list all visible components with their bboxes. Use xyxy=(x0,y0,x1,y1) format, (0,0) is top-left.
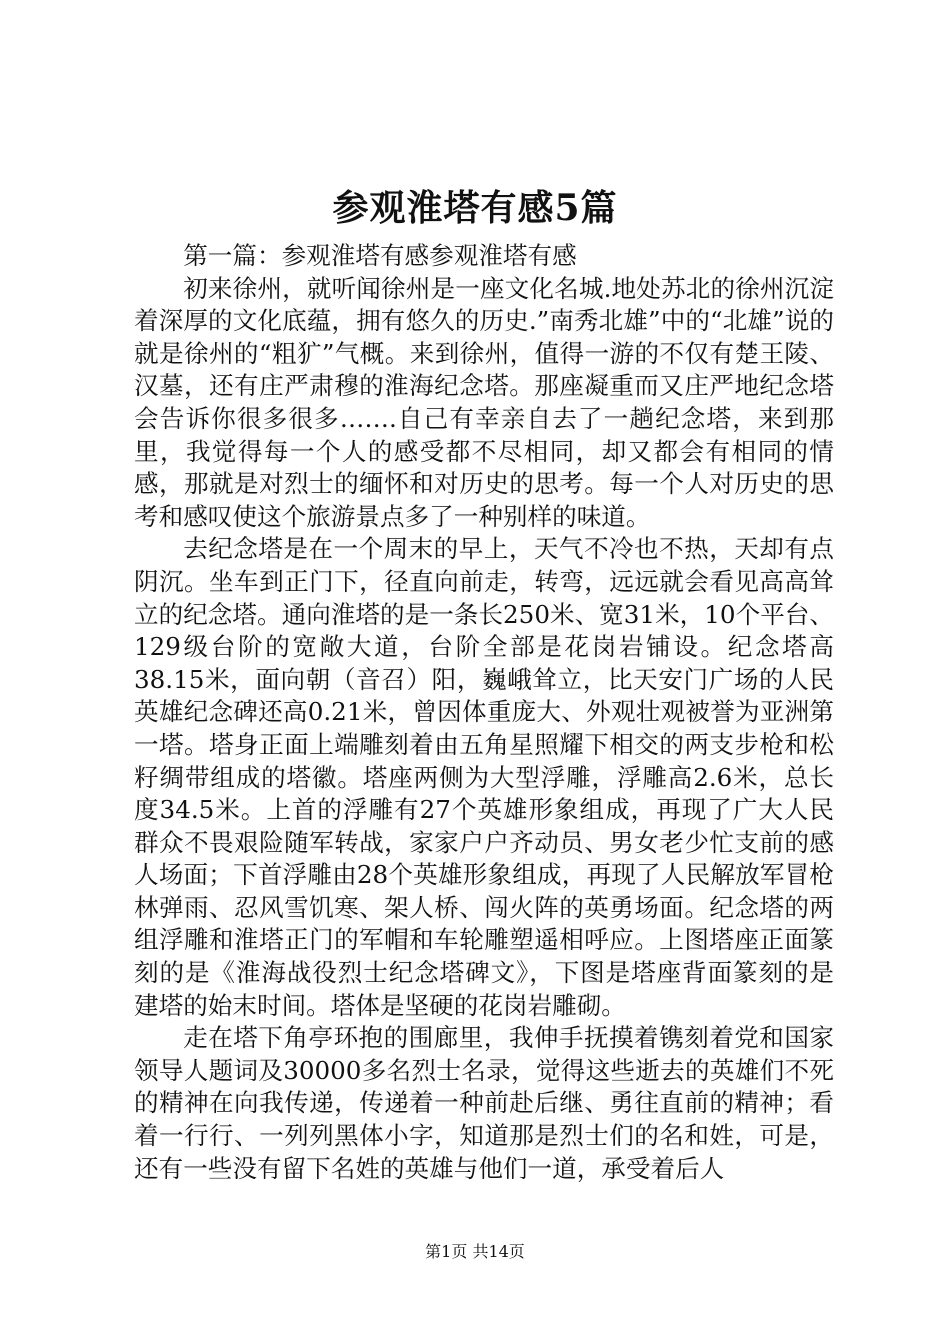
page-footer: 第1页 共14页 xyxy=(425,1242,525,1261)
section-heading: 第一篇：参观淮塔有感参观淮塔有感 xyxy=(183,241,577,270)
document-body xyxy=(134,240,834,1185)
document-title: 参观淮塔有感5篇 xyxy=(332,187,618,229)
paragraph: 初来徐州，就听闻徐州是一座文化名城.地处苏北的徐州沉淀着深厚的文化底蕴，拥有悠久的历史.”南秀北雄”中的“北雄”说的就是徐州的“粗犷”气概。来到徐州，值得一游的不仅有楚王陵、汉墓，还有庄严肃穆的淮海纪念塔。那座凝重而又庄严地纪念塔会告诉你很多很多…….自己有幸亲自去了一趟纪念塔，来到那里，我觉得每一个人的感受都不尽相同，却又都会有相同的情感，那就是对烈士的缅怀和对历史的思考。每一个人对历史的思考和感叹使这个旅游景点多了一种别样的味道。 xyxy=(134,273,834,531)
paragraph: 走在塔下角亭环抱的围廊里，我伸手抚摸着镌刻着党和国家领导人题词及30000多名烈士名录，觉得这些逝去的英雄们不死的精神在向我传递，传递着一种前赴后继、勇往直前的精神；看着一行行、一列列黑体小字，知道那是烈士们的名和姓，可是，还有一些没有留下名姓的英雄与他们一道，承受着后人 xyxy=(134,1023,834,1183)
paragraph: 去纪念塔是在一个周末的早上，天气不冷也不热，天却有点阴沉。坐车到正门下，径直向前走，转弯，远远就会看见高高耸立的纪念塔。通向淮塔的是一条长250米、宽31米，10个平台、129级台阶的宽敞大道，台阶全部是花岗岩铺设。纪念塔高38.15米，面向朝（音召）阳，巍峨耸立，比天安门广场的人民英雄纪念碑还高0.21米，曾因体重庞大、外观壮观被誉为亚洲第一塔。塔身正面上端雕刻着由五角星照耀下相交的两支步枪和松籽绸带组成的塔徽。塔座两侧为大型浮雕，浮雕高2.6米，总长度34.5米。上首的浮雕有27个英雄形象组成，再现了广大人民群众不畏艰险随军转战，家家户户齐动员、男女老少忙支前的感人场面；下首浮雕由28个英雄形象组成，再现了人民解放军冒枪林弹雨、忍风雪饥寒、架人桥、闯火阵的英勇场面。纪念塔的两组浮雕和淮塔正门的军帽和车轮雕塑遥相呼应。上图塔座正面篆刻的是《淮海战役烈士纪念塔碑文》，下图是塔座背面篆刻的是建塔的始末时间。塔体是坚硬的花岗岩雕砌。 xyxy=(134,534,834,1020)
